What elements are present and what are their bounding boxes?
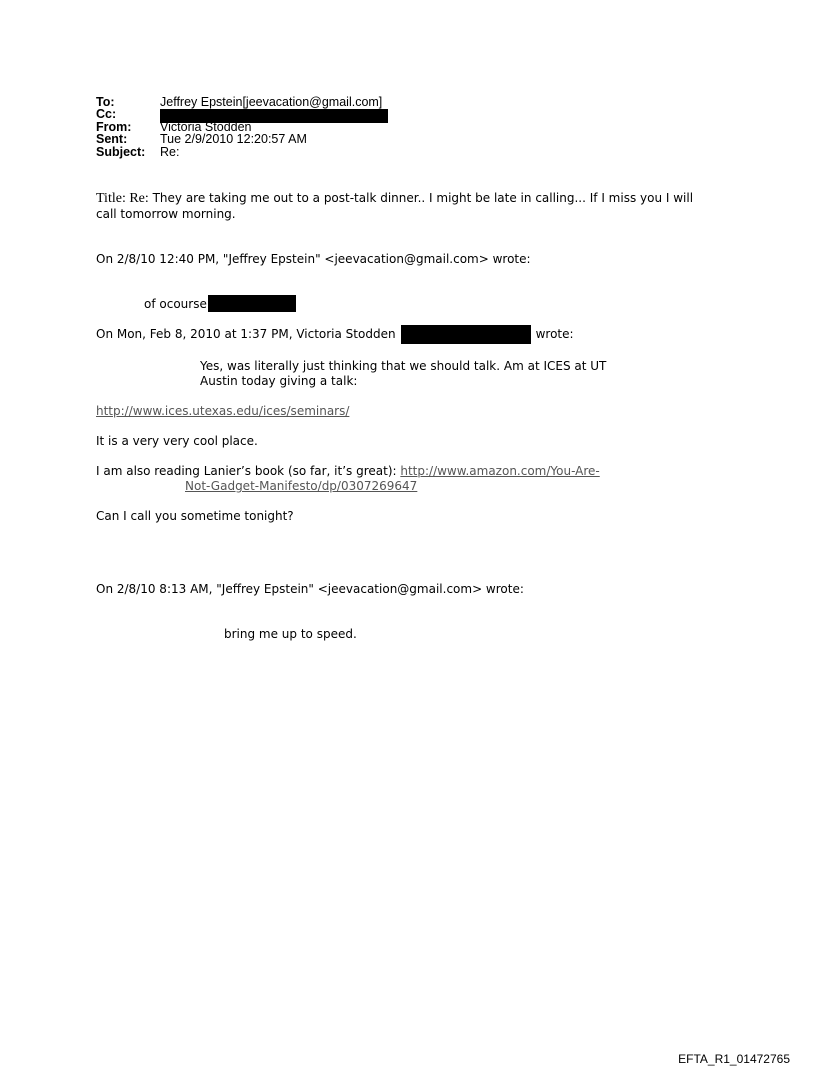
- redaction-bar: [208, 295, 296, 312]
- title-line-1: [96, 191, 693, 206]
- email-header: [96, 96, 388, 158]
- sent-row: [96, 133, 388, 145]
- quote2-line-2: Austin today giving a talk:: [200, 374, 358, 388]
- quote3-header: On 2/8/10 8:13 AM, "Jeffrey Epstein" <jeevacation@gmail.com> wrote:: [96, 582, 524, 596]
- subject-row: [96, 146, 388, 158]
- from-label: From:: [96, 119, 132, 134]
- sent-label: Sent:: [96, 132, 128, 147]
- quote1-text: of ocourse: [144, 297, 207, 311]
- seminars-link[interactable]: http://www.ices.utexas.edu/ices/seminars/: [96, 404, 350, 418]
- reading-line: [96, 464, 600, 479]
- quote2-line-1: Yes, was literally just thinking that we should talk. Am at ICES at UT: [200, 359, 607, 373]
- seminars-link-line: [96, 404, 349, 419]
- quote1-line: [144, 297, 296, 312]
- cc-label: Cc:: [96, 107, 117, 122]
- cc-row: [96, 108, 388, 120]
- amazon-link-part-2[interactable]: Not-Gadget-Manifesto/dp/0307269647: [185, 479, 418, 493]
- sent-value: Tue 2/9/2010 12:20:57 AM: [160, 132, 307, 147]
- cool-place-text: It is a very very cool place.: [96, 434, 258, 448]
- quote3-text: bring me up to speed.: [224, 627, 357, 641]
- document-id: EFTA_R1_01472765: [678, 1052, 790, 1066]
- to-row: [96, 96, 388, 108]
- title-text: They are taking me out to a post-talk dinner.. I might be late in calling... If I miss you I will: [148, 191, 694, 205]
- amazon-link-line-2: [185, 479, 417, 494]
- to-value: Jeffrey Epstein[jeevacation@gmail.com]: [160, 95, 383, 109]
- to-label: To:: [96, 95, 115, 109]
- subject-value: Re:: [160, 144, 180, 159]
- subject-label: Subject:: [96, 144, 146, 159]
- reading-text: I am also reading Lanier’s book (so far, it’s great):: [96, 464, 401, 478]
- quote2-header: [96, 327, 574, 344]
- title-prefix: Title: Re:: [96, 191, 149, 206]
- from-value: Victoria Stodden: [160, 119, 252, 134]
- quote1-header: On 2/8/10 12:40 PM, "Jeffrey Epstein" <jeevacation@gmail.com> wrote:: [96, 252, 531, 266]
- quote2-header-start: On Mon, Feb 8, 2010 at 1:37 PM, Victoria Stodden: [96, 327, 396, 341]
- amazon-link-part-1[interactable]: http://www.amazon.com/You-Are-: [400, 464, 600, 478]
- quote2-header-end: wrote:: [535, 327, 574, 341]
- redaction-bar: [401, 325, 531, 344]
- call-tonight-text: Can I call you sometime tonight?: [96, 509, 294, 523]
- title-line-2: call tomorrow morning.: [96, 207, 236, 221]
